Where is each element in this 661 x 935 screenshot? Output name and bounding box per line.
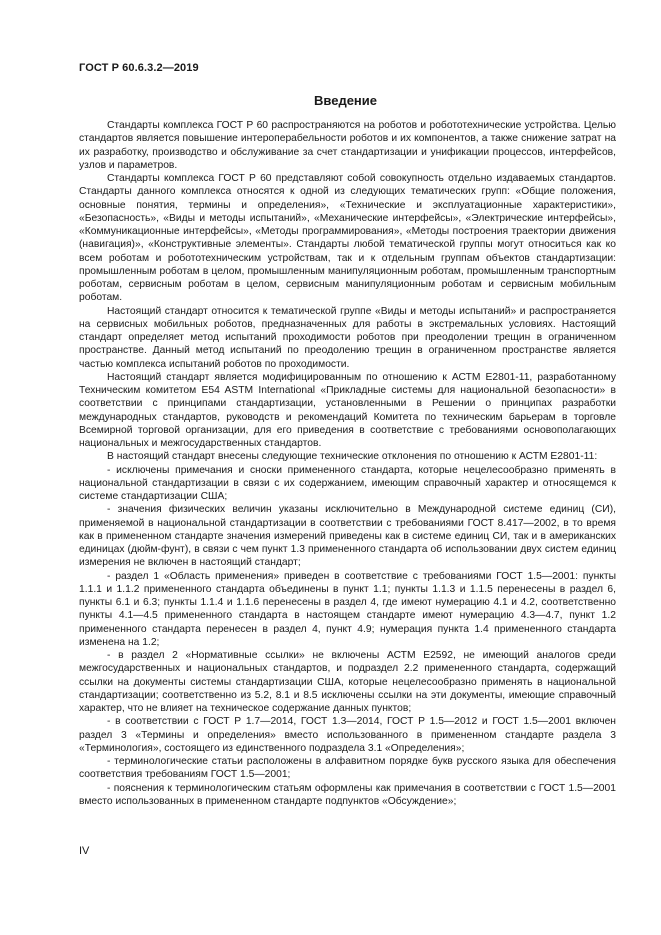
list-item-section-1: - раздел 1 «Область применения» приведен в соответствие с требованиями ГОСТ 1.5—2001: пункты 1.1.1 и 1.1.2 примененного стандарта объединены в пункт 1.1; пункты 1.1.3 и 1.1.5 перенесены в раздел 6, пункты 6.1 и 6.3; пункты 1.1.4 и 1.1.6 перенесены в раздел 4, где имеют нумерацию 4.1 и 4.2, соответственно пункты 4.1—4.5 примененного стандарта в настоящем стандарте имеют нумерацию 4.3—4.7, пункт 1.2 примененного стандарта перенесен в раздел 4, пункт 4.9; нумерация пункта 1.4 примененного стандарта изменена на 1.2;: [79, 570, 616, 648]
paragraph-complex: Стандарты комплекса ГОСТ Р 60 представляют собой совокупность отдельно издаваемых стандартов. Стандарты данного комплекса относятся к одной из следующих тематических групп: «Общие положения, основные понятия, термины и определения», «Технические и эксплуатационные характеристики», «Безопасность», «Виды и методы испытаний», «Механические интерфейсы», «Электрические интерфейсы», «Коммуникационные интерфейсы», «Методы программирования», «Методы построения траектории движения (навигация)», «Конструктивные элементы». Стандарты любой тематической группы могут относиться как ко всем роботам и робототехническим устройствам, так и к отдельным группам объектов стандартизации: промышленным роботам в целом, промышленным манипуляционным роботам, промышленным транспортным роботам, сервисным роботам в целом, сервисным манипуляционным роботам и сервисным мобильным роботам.: [79, 173, 616, 304]
list-item-notes-excluded: - исключены примечания и сноски примененного стандарта, которые нецелесообразно применять в национальной стандартизации в связи с их содержанием, имеющим справочный характер и относящемся к системе стандартизации США;: [79, 464, 616, 502]
paragraph-thematic-group: Настоящий стандарт относится к тематической группе «Виды и методы испытаний» и распространяется на сервисных мобильных роботов, предназначенных для работы в экстремальных условиях. Настоящий стандарт определяет метод испытаний проходимости роботов при преодолении трещин в ограниченном пространстве. Данный метод испытаний по преодолению трещин в ограниченном пространстве является частью комплекса испытаний роботов по проходимости.: [79, 305, 616, 370]
standard-code-header: ГОСТ Р 60.6.3.2—2019: [79, 62, 199, 74]
paragraph-deviations-intro: В настоящий стандарт внесены следующие технические отклонения по отношению к АСТМ Е2801-11:: [107, 451, 598, 463]
paragraph-scope: Стандарты комплекса ГОСТ Р 60 распространяются на роботов и робототехнические устройства. Целью стандартов является повышение интероперабельности роботов и их компонентов, а также снижение затрат на их разработку, производство и обслуживание за счет стандартизации и унификации процессов, интерфейсов, узлов и параметров.: [79, 120, 616, 171]
list-item-term-order: - терминологические статьи расположены в алфавитном порядке букв русского языка для обеспечения соответствия требованиям ГОСТ 1.5—2001;: [79, 756, 616, 781]
body-text: [79, 119, 616, 808]
page-number: IV: [79, 845, 90, 857]
list-item-si-units: - значения физических величин указаны исключительно в Международной системе единиц (СИ), применяемой в национальной стандартизации в соответствии с требованиями ГОСТ 8.417—2002, в то время как в примененном стандарте значения измерений приведены как в системе единиц СИ, так и в американских единицах (дюйм-фунт), в связи с чем пункт 1.3 примененного стандарта об использовании двух систем единиц измерения не включен в настоящий стандарт;: [79, 504, 616, 569]
list-item-section-2: - в раздел 2 «Нормативные ссылки» не включены АСТМ Е2592, не имеющий аналогов среди межгосударственных и национальных стандартов, и подраздел 2.2 примененного стандарта, содержащий ссылки на документы системы стандартизации США, которые нецелесообразно применять в национальной стандартизации; соответственно из 5.2, 8.1 и 8.5 исключены ссылки на эти документы, имеющие справочный характер, что не влияет на техническое содержание данных пунктов;: [79, 650, 616, 714]
section-title: Введение: [314, 93, 377, 108]
list-item-term-notes: - пояснения к терминологическим статьям оформлены как примечания в соответствии с ГОСТ 1.5—2001 вместо использованных в примененном стандарте подпунктов «Обсуждение»;: [79, 782, 616, 807]
paragraph-modification: Настоящий стандарт является модифицированным по отношению к АСТМ Е2801-11, разработанному Техническим комитетом E54 ASTM International «Прикладные системы для национальной безопасности» в соответствии с принципами стандартизации, установленными в Решении о принципах разработки международных стандартов, руководств и рекомендаций Комитета по техническим барьерам в торговле Всемирной торговой организации, для его приведения в соответствие с требованиями основополагающих национальных и межгосударственных стандартов.: [79, 371, 616, 449]
list-item-section-3: - в соответствии с ГОСТ Р 1.7—2014, ГОСТ 1.3—2014, ГОСТ Р 1.5—2012 и ГОСТ 1.5—2001 включен раздел 3 «Термины и определения» вместо использованного в примененном стандарте раздела 3 «Терминология», состоящего из единственного подраздела 3.1 «Определения»;: [79, 716, 616, 754]
